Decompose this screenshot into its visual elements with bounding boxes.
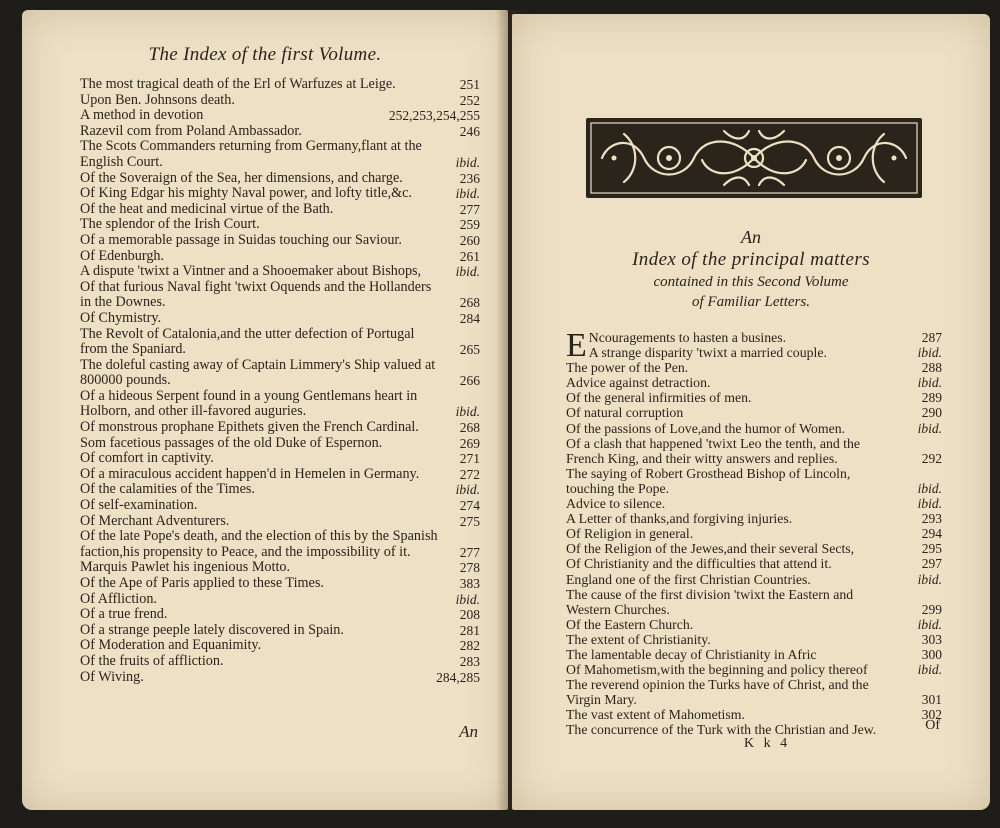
- entry-page-number: ibid.: [455, 264, 480, 280]
- entry-page-number: 277: [459, 544, 480, 560]
- index-entry: [566, 572, 942, 587]
- index-entry: [80, 389, 480, 420]
- entry-text: Of King Edgar his mighty Naval power, and lofty title,&c.: [80, 185, 412, 202]
- ornamental-headpiece-icon: [584, 116, 924, 200]
- entry-page-number: 284,285: [436, 669, 480, 685]
- entry-text: Of Merchant Adventurers.: [80, 512, 230, 529]
- entry-text: The Scots Commanders returning from Germany,flant at the English Court.: [80, 138, 422, 170]
- entry-page-number: 294: [921, 526, 942, 542]
- entry-page-number: 290: [921, 405, 942, 421]
- entry-page-number: 275: [459, 513, 480, 529]
- entry-text: Of the late Pope's death, and the election of this by the Spanish faction,his propensity to Peace, and the impossibility of it.: [80, 528, 438, 560]
- entry-page-number: 236: [459, 170, 480, 186]
- index-entry: [566, 647, 942, 662]
- entry-page-number: 259: [459, 217, 480, 233]
- entry-text: Of Christianity and the difficulties that attend it.: [566, 556, 832, 572]
- entry-text: Of Moderation and Equanimity.: [80, 637, 262, 654]
- index-entry: [80, 93, 480, 109]
- entry-text: Of Wiving.: [80, 668, 144, 685]
- entry-page-number: 274: [459, 498, 480, 514]
- index-entry: [566, 526, 942, 541]
- entry-text: The saying of Robert Grosthead Bishop of Lincoln, touching the Pope.: [566, 465, 851, 496]
- entry-text: Of self-examination.: [80, 497, 198, 514]
- index-entry: [80, 202, 480, 218]
- entry-page-number: 287: [921, 330, 942, 345]
- entry-page-number: 293: [921, 511, 942, 527]
- index-entry: [80, 529, 480, 560]
- entry-page-number: 261: [459, 248, 480, 264]
- index-entry: [80, 654, 480, 670]
- index-entry: [566, 436, 942, 466]
- entry-text: Upon Ben. Johnsons death.: [80, 91, 235, 108]
- entry-text: Of the passions of Love,and the humor of Women.: [566, 420, 846, 436]
- entry-text: Of Chymistry.: [80, 309, 162, 326]
- entry-text: The vast extent of Mahometism.: [566, 707, 745, 723]
- entry-page-number: ibid.: [917, 345, 942, 361]
- index-entry: [80, 280, 480, 311]
- index-entry: [80, 467, 480, 483]
- entry-page-number: ibid.: [455, 482, 480, 498]
- entry-text: The Revolt of Catalonia,and the utter defection of Portugal from the Spaniard.: [80, 325, 415, 358]
- entry-page-number: ibid.: [455, 186, 480, 202]
- entry-page-number: ibid.: [917, 616, 942, 632]
- entry-text: Of that furious Naval fight 'twixt Oquends and the Hollanders in the Downes.: [80, 278, 432, 311]
- title-line: contained in this Second Volume: [653, 274, 849, 290]
- index-entry: [566, 707, 942, 722]
- entry-text: England one of the first Christian Countries.: [566, 571, 811, 587]
- entry-page-number: 289: [921, 390, 942, 406]
- entry-text: Of the Religion of the Jewes,and their several Sects,: [566, 541, 855, 557]
- entry-page-number: 299: [921, 601, 942, 617]
- entry-text: Of the general infirmities of men.: [566, 390, 752, 406]
- index-entry: [566, 587, 942, 617]
- entry-text: Of a hideous Serpent found in a young Gentlemans heart in Holborn, and other ill-favored auguries.: [80, 387, 418, 420]
- entry-text: Som facetious passages of the old Duke of Espernon.: [80, 434, 383, 451]
- left-page: [22, 10, 508, 810]
- index-entry: [80, 264, 480, 280]
- entry-text: Of Religion in general.: [566, 526, 694, 542]
- index-entry: [566, 375, 942, 390]
- entry-page-number: ibid.: [917, 375, 942, 391]
- index-entry: [80, 171, 480, 187]
- entry-text: Of the Soveraign of the Sea, her dimensions, and charge.: [80, 169, 403, 186]
- entry-page-number: ibid.: [917, 480, 942, 496]
- catchword: Of: [925, 718, 940, 733]
- entry-text: Of a clash that happened 'twixt Leo the tenth, and the French King, and their witty answers and replies.: [566, 435, 861, 466]
- index-entry: [566, 662, 942, 677]
- index-entry: [80, 638, 480, 654]
- entry-text: Of the heat and medicinal virtue of the Bath.: [80, 200, 334, 217]
- signature-mark: K k 4: [744, 736, 791, 751]
- index-entry: [80, 482, 480, 498]
- entry-page-number: 268: [459, 420, 480, 436]
- entry-text: Of comfort in captivity.: [80, 450, 214, 467]
- index-entry: [566, 421, 942, 436]
- entry-page-number: 278: [459, 560, 480, 576]
- entry-text: The concurrence of the Turk with the Christian and Jew.: [566, 722, 877, 738]
- entry-text: Of Edenburgh.: [80, 247, 165, 264]
- index-entry: [80, 451, 480, 467]
- index-entry: [80, 670, 480, 686]
- entry-text: A strange disparity 'twixt a married couple.: [588, 345, 827, 361]
- entry-text: The doleful casting away of Captain Limmery's Ship valued at 800000 pounds.: [80, 356, 436, 389]
- entry-text: Ncouragements to hasten a busines.: [588, 330, 787, 345]
- entry-text: The splendor of the Irish Court.: [80, 216, 260, 233]
- entry-text: Of a memorable passage in Suidas touching our Saviour.: [80, 231, 402, 248]
- entry-text: A Letter of thanks,and forgiving injuries.: [566, 511, 793, 527]
- entry-text: Marquis Pawlet his ingenious Motto.: [80, 559, 291, 576]
- index-entry: [80, 576, 480, 592]
- index-entry: [566, 617, 942, 632]
- index-entry: [80, 186, 480, 202]
- entry-page-number: 277: [459, 201, 480, 217]
- title-line: of Familiar Letters.: [692, 294, 810, 310]
- index-entry: [80, 108, 480, 124]
- entry-page-number: 282: [459, 638, 480, 654]
- index-entry: [566, 632, 942, 647]
- entry-text: The power of the Pen.: [566, 360, 689, 376]
- entry-page-number: 302: [921, 707, 942, 723]
- entry-page-number: 252: [459, 92, 480, 108]
- entry-page-number: 251: [459, 77, 480, 92]
- entry-text: Of monstrous prophane Epithets given the French Cardinal.: [80, 419, 419, 436]
- entry-page-number: 260: [459, 232, 480, 248]
- index-entry: [80, 124, 480, 140]
- entry-page-number: 303: [921, 631, 942, 647]
- index-title: [512, 226, 990, 312]
- entry-page-number: ibid.: [455, 404, 480, 420]
- entry-page-number: 295: [921, 541, 942, 557]
- index-entry: [80, 358, 480, 389]
- index-entry: [80, 607, 480, 623]
- index-entry: [80, 560, 480, 576]
- index-entry: [80, 311, 480, 327]
- entry-page-number: ibid.: [917, 496, 942, 512]
- entry-text: A dispute 'twixt a Vintner and a Shooemaker about Bishops,: [80, 263, 422, 280]
- entry-page-number: 271: [459, 451, 480, 467]
- entry-page-number: ibid.: [917, 662, 942, 678]
- title-line: An: [741, 227, 761, 247]
- index-entry: [80, 249, 480, 265]
- entry-text: Razevil com from Poland Ambassador.: [80, 122, 302, 139]
- entry-text: Of the fruits of affliction.: [80, 652, 224, 669]
- entry-page-number: ibid.: [917, 571, 942, 587]
- entry-text: Of a miraculous accident happen'd in Hemelen in Germany.: [80, 465, 420, 482]
- entry-text: Of a strange peeple lately discovered in Spain.: [80, 621, 344, 638]
- title-line: Index of the principal matters: [632, 249, 870, 270]
- index-entry: [566, 541, 942, 556]
- index-entry: [80, 233, 480, 249]
- entry-text: The extent of Christianity.: [566, 631, 711, 647]
- entry-text: The reverend opinion the Turks have of Christ, and the Virgin Mary.: [566, 677, 869, 708]
- entry-page-number: 252,253,254,255: [388, 108, 480, 124]
- entry-page-number: 292: [921, 450, 942, 466]
- index-entry: [80, 436, 480, 452]
- entry-page-number: 281: [459, 622, 480, 638]
- index-entry: [80, 623, 480, 639]
- drop-cap: E: [566, 327, 587, 364]
- entry-page-number: 266: [459, 373, 480, 389]
- index-entry: [80, 77, 480, 93]
- entry-page-number: 288: [921, 360, 942, 376]
- index-entry: [80, 139, 480, 170]
- entry-text: Of the calamities of the Times.: [80, 481, 255, 498]
- entry-text: Of the Ape of Paris applied to these Times.: [80, 575, 324, 591]
- entry-text: The cause of the first division 'twixt the Eastern and Western Churches.: [566, 586, 854, 617]
- entry-text: The lamentable decay of Christianity in Afric: [566, 646, 817, 662]
- index-entry: [566, 405, 942, 420]
- entry-text: Of Affliction.: [80, 590, 157, 607]
- entry-page-number: 300: [921, 646, 942, 662]
- right-page: [512, 14, 990, 810]
- index-entry: [566, 360, 942, 375]
- index-entry: [566, 496, 942, 511]
- entry-text: Of natural corruption: [566, 405, 684, 421]
- running-head: The Index of the first Volume.: [148, 44, 382, 65]
- index-entry: [566, 511, 942, 526]
- index-entry: [566, 556, 942, 571]
- entry-text: Of Mahometism,with the beginning and policy thereof: [566, 662, 868, 678]
- entry-page-number: ibid.: [455, 591, 480, 607]
- index-entry: [80, 592, 480, 608]
- entry-page-number: 246: [459, 123, 480, 139]
- entry-text: A method in devotion: [80, 107, 204, 124]
- index-entry: [566, 345, 942, 360]
- entry-page-number: 383: [459, 576, 480, 591]
- index-entry: [566, 677, 942, 707]
- index-entry: [80, 514, 480, 530]
- entry-page-number: 269: [459, 435, 480, 451]
- entry-page-number: 283: [459, 653, 480, 669]
- entry-page-number: ibid.: [455, 154, 480, 170]
- entry-page-number: 272: [459, 466, 480, 482]
- index-entry: [80, 217, 480, 233]
- entry-page-number: ibid.: [917, 420, 942, 436]
- index-entry: [80, 498, 480, 514]
- index-entry: [80, 327, 480, 358]
- entry-page-number: 268: [459, 295, 480, 311]
- left-index-list: [80, 77, 480, 685]
- entry-page-number: 297: [921, 556, 942, 572]
- index-entry: [566, 390, 942, 405]
- entry-text: Advice to silence.: [566, 496, 666, 512]
- index-entry: [80, 420, 480, 436]
- entry-page-number: 301: [921, 692, 942, 708]
- right-index-list: [566, 327, 942, 738]
- entry-text: Advice against detraction.: [566, 375, 711, 391]
- entry-page-number: 284: [459, 310, 480, 326]
- entry-page-number: 265: [459, 342, 480, 358]
- entry-text: The most tragical death of the Erl of Warfuzes at Leige.: [80, 76, 396, 92]
- catchword: An: [459, 722, 478, 741]
- entry-text: Of a true frend.: [80, 606, 168, 623]
- entry-text: Of the Eastern Church.: [566, 616, 694, 632]
- entry-page-number: 208: [459, 607, 480, 623]
- index-entry: [566, 466, 942, 496]
